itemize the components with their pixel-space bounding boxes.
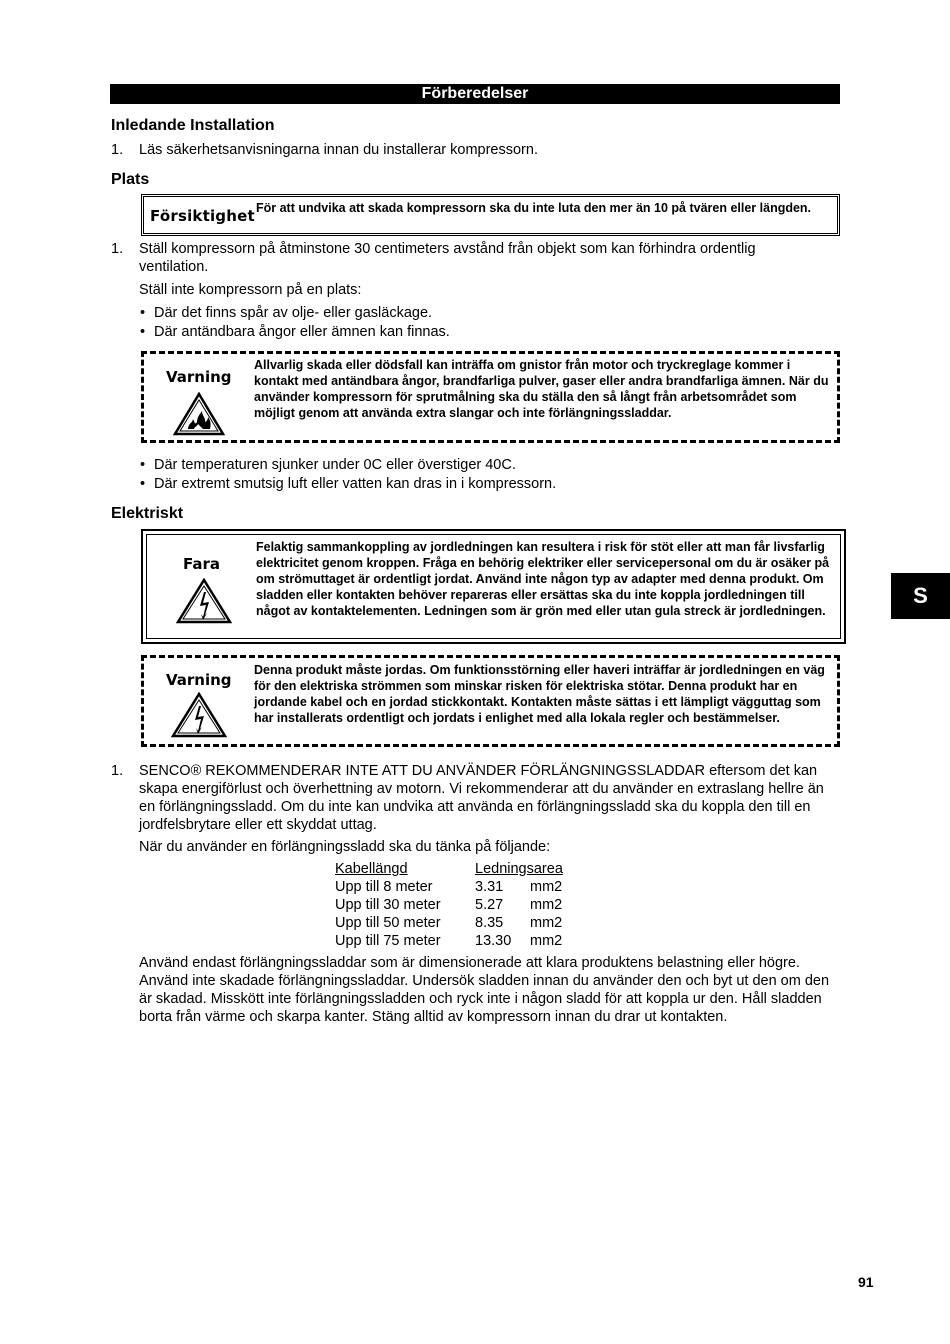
list-item: • Där temperaturen sjunker under 0C eller överstiger 40C. bbox=[154, 456, 516, 474]
table-row bbox=[335, 896, 563, 914]
table-cell: Upp till 8 meter bbox=[335, 879, 433, 895]
list-item: • Där antändbara ångor eller ämnen kan finnas. bbox=[154, 323, 450, 341]
closing-paragraph: Använd endast förlängningssladdar som är dimensionerade att klara produktens belastning eller högre. Använd inte skadade förlängningssladdar. Undersök sladden innan du använder den och byt ut den om den är skadad. Misskött inte förlängningssladden och ryck inte i någon sladd för att koppla ur den. Håll sladden borta från värme och skarpa kanter. Stäng alltid av kompressorn innan du drar ut kontakten. bbox=[139, 955, 830, 1025]
table-cell: mm2 bbox=[530, 933, 563, 949]
section-title-bar: Förberedelser bbox=[110, 84, 840, 104]
table-cell: 13.30 bbox=[475, 933, 512, 949]
electric-shock-icon bbox=[171, 692, 227, 738]
fire-hazard-icon bbox=[173, 392, 225, 436]
warning-box-electric bbox=[141, 655, 840, 747]
list-number: 1. bbox=[111, 142, 124, 158]
heading-plats: Plats bbox=[111, 171, 150, 188]
warning-box-fire bbox=[141, 351, 840, 443]
not-place-intro: Ställ inte kompressorn på en plats: bbox=[139, 282, 362, 298]
list-number: 1. bbox=[111, 241, 124, 257]
table-cell: Upp till 50 meter bbox=[335, 915, 441, 931]
column-header: Ledningsarea bbox=[475, 861, 563, 877]
caution-box bbox=[141, 194, 840, 236]
install-step-1: Läs säkerhetsanvisningarna innan du installerar kompressorn. bbox=[139, 142, 538, 158]
table-cell: 5.27 bbox=[475, 897, 504, 913]
think-intro: När du använder en förlängningssladd ska du tänka på följande: bbox=[139, 839, 551, 855]
danger-text: Felaktig sammankoppling av jordledningen kan resultera i risk för stöt eller att man får livsfarlig elektricitet genom kroppen. Fråga en behörig elektriker eller servicepersonal om du är osäker på om strömuttaget är ordentligt jordat. Använd inte någon typ av adapter med denna produkt. Om sladden eller kontakten behöver repareras eller ersättas ska du inte koppla jordledningen till något av kontaktelementen. Ledningen som är grön med eller utan gula streck är jordledningen. bbox=[256, 540, 830, 618]
table-row bbox=[335, 878, 563, 896]
table-row bbox=[335, 914, 563, 932]
warning-text: Allvarlig skada eller dödsfall kan inträffa om gnistor från motor och tryckreglage kommer i kontakt med antändbara ångor, brandfarliga pulver, gaser eller andra brandfarliga ämnen. När du använder kompressorn för sprutmålning ska du ställa den så långt från arbetsområdet som möjligt genom att använda extra slangar och inte förlängningssladdar. bbox=[254, 358, 829, 420]
cable-table bbox=[335, 860, 563, 950]
caution-text: För att undvika att skada kompressorn ska du inte luta den mer än 10 på tvären eller längden. bbox=[256, 201, 812, 215]
list-number: 1. bbox=[111, 763, 124, 779]
plats-step-1-line2: ventilation. bbox=[139, 259, 209, 275]
plats-step-1-line1: Ställ kompressorn på åtminstone 30 centimeters avstånd från objekt som kan förhindra ordentlig bbox=[139, 241, 756, 257]
table-row bbox=[335, 932, 563, 950]
column-header: Kabellängd bbox=[335, 861, 408, 877]
warning-label: Varning bbox=[166, 671, 232, 689]
heading-install: Inledande Installation bbox=[111, 117, 275, 134]
warning-text: Denna produkt måste jordas. Om funktionsstörning eller haveri inträffar är jordledningen en väg för den elektriska strömmen som minskar risken för elektriska stötar. Denna produkt har en jordande kabel och en jordad stickkontakt. Kontakten måste sättas i ett lämpligt vägguttag som har installerats ordentligt och jordats i enlighet med alla lokala regler och bestämmelser. bbox=[254, 663, 825, 725]
extension-cord-paragraph: SENCO® REKOMMENDERAR INTE ATT DU ANVÄNDER FÖRLÄNGNINGSSLADDAR eftersom det kan skapa energiförlust och överhettning av motorn. Vi rekommenderar att du använder en extraslang hellre än en förlängningssladd. Om du inte kan undvika att använda en förlängningssladd ska du koppla den till en jordfelsbrytare eller ett skyddat uttag. bbox=[139, 763, 824, 833]
language-tab: S bbox=[891, 573, 950, 619]
heading-elektriskt: Elektriskt bbox=[111, 505, 184, 522]
danger-box bbox=[141, 529, 846, 644]
table-cell: 3.31 bbox=[475, 879, 504, 895]
danger-label: Fara bbox=[183, 555, 221, 573]
table-cell: mm2 bbox=[530, 915, 563, 931]
table-cell: Upp till 75 meter bbox=[335, 933, 441, 949]
caution-label: Försiktighet bbox=[150, 207, 255, 225]
list-item: • Där det finns spår av olje- eller gasläckage. bbox=[154, 304, 432, 322]
table-cell: mm2 bbox=[530, 897, 563, 913]
table-cell: mm2 bbox=[530, 879, 563, 895]
page-number: 91 bbox=[858, 1274, 874, 1290]
list-item: • Där extremt smutsig luft eller vatten kan dras in i kompressorn. bbox=[154, 475, 556, 493]
table-cell: Upp till 30 meter bbox=[335, 897, 441, 913]
table-cell: 8.35 bbox=[475, 915, 504, 931]
table-header-row bbox=[335, 860, 563, 878]
electric-shock-icon bbox=[176, 578, 232, 624]
warning-label: Varning bbox=[166, 368, 232, 386]
